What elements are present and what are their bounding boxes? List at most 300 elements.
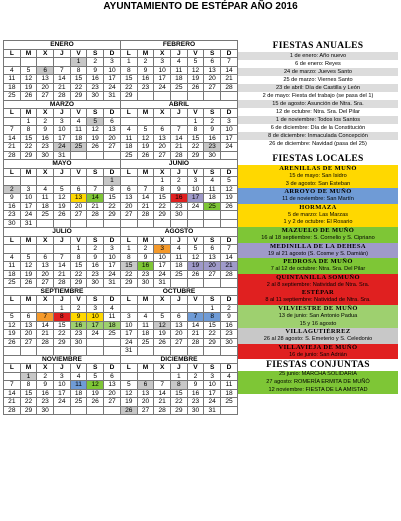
day-cell: 4 <box>171 245 188 254</box>
day-cell: 26 <box>187 270 204 279</box>
day-cell: 4 <box>104 304 121 313</box>
day-cell: 1 <box>54 304 71 313</box>
day-header: J <box>54 109 71 118</box>
day-cell: 2 <box>37 117 54 126</box>
day-cell: 23 <box>187 398 204 407</box>
day-cell: 3 <box>20 185 37 194</box>
day-cell: 5 <box>187 245 204 254</box>
day-cell: 24 <box>104 83 121 92</box>
localidad-name: VILLAVIEJA DE MUÑÓ <box>278 343 358 351</box>
day-cell: 25 <box>104 330 121 339</box>
day-cell: 4 <box>137 313 154 322</box>
day-cell <box>187 304 204 313</box>
day-cell: 20 <box>37 83 54 92</box>
day-header: J <box>54 168 71 177</box>
day-cell <box>87 406 104 415</box>
day-cell <box>37 304 54 313</box>
day-cell: 26 <box>137 151 154 160</box>
day-cell: 21 <box>154 398 171 407</box>
day-cell <box>204 211 221 220</box>
day-cell: 30 <box>4 219 21 228</box>
day-cell <box>187 219 204 228</box>
day-cell: 14 <box>54 75 71 84</box>
day-cell: 16 <box>204 134 221 143</box>
day-cell <box>120 304 137 313</box>
day-cell: 21 <box>171 143 188 152</box>
day-header: M <box>137 296 154 305</box>
day-cell <box>104 338 121 347</box>
day-cell: 22 <box>54 330 71 339</box>
day-cell: 10 <box>154 253 171 262</box>
day-cell: 27 <box>204 270 221 279</box>
day-header: V <box>187 296 204 305</box>
day-cell: 30 <box>187 406 204 415</box>
day-cell <box>20 304 37 313</box>
day-cell: 22 <box>70 83 87 92</box>
day-cell: 17 <box>120 330 137 339</box>
day-cell: 31 <box>20 219 37 228</box>
day-cell: 24 <box>187 202 204 211</box>
day-cell: 6 <box>104 372 121 381</box>
day-header: X <box>37 168 54 177</box>
day-cell: 21 <box>54 83 71 92</box>
day-cell: 14 <box>221 253 238 262</box>
day-cell: 22 <box>204 330 221 339</box>
day-cell: 27 <box>20 338 37 347</box>
day-cell: 31 <box>204 406 221 415</box>
day-header: L <box>120 364 137 373</box>
month-name: MAYO <box>4 160 121 169</box>
day-cell: 25 <box>37 211 54 220</box>
localidad-date: 16 de junio: San Adrián <box>289 351 347 358</box>
day-header: V <box>187 49 204 58</box>
day-cell: 26 <box>87 398 104 407</box>
day-cell: 12 <box>87 126 104 135</box>
day-cell: 3 <box>104 58 121 67</box>
day-cell: 29 <box>104 211 121 220</box>
day-cell: 26 <box>120 406 137 415</box>
day-cell: 21 <box>37 330 54 339</box>
day-header: S <box>87 109 104 118</box>
day-cell: 7 <box>137 185 154 194</box>
day-cell: 2 <box>37 372 54 381</box>
day-cell <box>221 347 238 356</box>
day-header: V <box>187 109 204 118</box>
month-name: JUNIO <box>120 160 237 169</box>
day-header: X <box>154 109 171 118</box>
day-cell: 30 <box>137 279 154 288</box>
day-header: D <box>104 296 121 305</box>
conjunta-item: 12 noviembre: FIESTA DE LA AMISTAD <box>268 386 368 393</box>
day-cell: 6 <box>120 185 137 194</box>
day-cell: 3 <box>204 372 221 381</box>
day-cell: 13 <box>154 134 171 143</box>
day-cell: 28 <box>187 338 204 347</box>
day-header: V <box>70 364 87 373</box>
day-cell: 10 <box>54 126 71 135</box>
day-cell: 19 <box>4 330 21 339</box>
day-cell: 9 <box>87 66 104 75</box>
day-cell: 5 <box>87 117 104 126</box>
day-cell: 9 <box>221 313 238 322</box>
day-cell <box>171 279 188 288</box>
day-cell: 2 <box>70 304 87 313</box>
day-cell: 16 <box>87 262 104 271</box>
day-header: J <box>171 296 188 305</box>
day-cell: 15 <box>154 194 171 203</box>
day-cell: 30 <box>87 92 104 101</box>
day-cell: 20 <box>20 330 37 339</box>
day-cell: 2 <box>221 304 238 313</box>
day-header: D <box>104 49 121 58</box>
day-cell: 30 <box>204 151 221 160</box>
day-header: X <box>37 364 54 373</box>
day-cell: 14 <box>37 321 54 330</box>
day-cell: 19 <box>87 389 104 398</box>
conjunta-item: 25 junio: MARCHA SOLIDARIA <box>278 371 358 378</box>
day-cell: 21 <box>54 270 71 279</box>
day-cell: 15 <box>187 134 204 143</box>
day-cell: 29 <box>120 92 137 101</box>
day-cell <box>37 347 54 356</box>
day-cell: 17 <box>54 134 71 143</box>
day-cell: 26 <box>187 83 204 92</box>
day-cell: 26 <box>20 92 37 101</box>
day-cell <box>187 347 204 356</box>
day-cell: 19 <box>187 262 204 271</box>
day-cell: 8 <box>154 185 171 194</box>
day-header: S <box>204 296 221 305</box>
day-header: J <box>171 168 188 177</box>
day-cell <box>4 304 21 313</box>
day-cell: 28 <box>54 279 71 288</box>
day-cell: 5 <box>120 381 137 390</box>
day-cell: 4 <box>4 253 21 262</box>
day-cell <box>54 347 71 356</box>
day-cell: 4 <box>120 126 137 135</box>
fiesta-anual-item: 26 de diciembre: Navidad (pasa del 25) <box>238 140 398 148</box>
day-cell: 15 <box>70 262 87 271</box>
day-cell: 28 <box>221 270 238 279</box>
localidad-block <box>238 305 398 328</box>
day-cell <box>4 372 21 381</box>
day-cell: 14 <box>221 66 238 75</box>
day-cell: 12 <box>137 134 154 143</box>
day-cell <box>4 177 21 186</box>
day-cell: 9 <box>37 126 54 135</box>
day-cell: 22 <box>104 202 121 211</box>
day-header: M <box>20 236 37 245</box>
day-cell: 5 <box>187 58 204 67</box>
day-header: S <box>87 364 104 373</box>
day-cell: 1 <box>120 245 137 254</box>
day-header: X <box>154 168 171 177</box>
day-header: D <box>221 236 238 245</box>
day-cell <box>104 151 121 160</box>
day-cell <box>137 177 154 186</box>
fiestas-conjuntas-heading: FIESTAS CONJUNTAS <box>266 360 370 371</box>
localidad-date: 13 de junio: San Antonio Padua <box>278 312 358 319</box>
localidad-date: 3 de agosto: San Esteban <box>285 180 351 187</box>
day-cell <box>154 304 171 313</box>
day-header: J <box>171 109 188 118</box>
day-header: L <box>120 49 137 58</box>
day-header: M <box>20 49 37 58</box>
day-cell: 18 <box>120 143 137 152</box>
day-cell: 13 <box>104 126 121 135</box>
day-cell <box>171 92 188 101</box>
day-cell: 25 <box>70 143 87 152</box>
day-cell: 1 <box>70 245 87 254</box>
day-cell: 7 <box>4 126 21 135</box>
day-header: L <box>4 364 21 373</box>
day-cell: 26 <box>20 279 37 288</box>
day-cell <box>54 177 71 186</box>
day-cell <box>54 245 71 254</box>
day-cell <box>87 151 104 160</box>
day-cell: 11 <box>4 262 21 271</box>
day-cell <box>70 406 87 415</box>
day-cell <box>137 117 154 126</box>
day-cell <box>54 406 71 415</box>
day-cell: 25 <box>171 270 188 279</box>
day-cell: 11 <box>221 381 238 390</box>
day-cell: 4 <box>70 117 87 126</box>
day-cell: 25 <box>4 92 21 101</box>
day-cell: 8 <box>104 185 121 194</box>
day-header: D <box>221 109 238 118</box>
day-cell: 3 <box>154 58 171 67</box>
day-cell: 27 <box>204 83 221 92</box>
day-cell <box>154 117 171 126</box>
day-cell: 27 <box>37 279 54 288</box>
day-cell: 17 <box>20 202 37 211</box>
day-cell: 8 <box>204 313 221 322</box>
day-header: L <box>4 109 21 118</box>
day-cell: 28 <box>221 83 238 92</box>
day-cell: 8 <box>120 66 137 75</box>
day-cell <box>70 219 87 228</box>
day-cell: 19 <box>87 134 104 143</box>
day-cell: 17 <box>221 134 238 143</box>
day-cell: 25 <box>171 83 188 92</box>
month-name: FEBRERO <box>120 41 237 50</box>
day-cell: 20 <box>171 330 188 339</box>
day-cell: 8 <box>54 313 71 322</box>
day-cell <box>70 347 87 356</box>
day-cell: 13 <box>137 389 154 398</box>
localidad-date: 5 de marzo: Las Marzas <box>287 211 348 218</box>
day-header: D <box>104 236 121 245</box>
day-cell <box>204 347 221 356</box>
day-cell: 16 <box>87 75 104 84</box>
day-cell: 18 <box>171 262 188 271</box>
day-cell: 10 <box>120 321 137 330</box>
day-cell: 22 <box>20 143 37 152</box>
day-header: S <box>204 236 221 245</box>
calendar-grid <box>3 40 238 415</box>
day-cell: 30 <box>171 211 188 220</box>
day-header: L <box>4 236 21 245</box>
day-cell: 27 <box>104 398 121 407</box>
day-header: S <box>204 168 221 177</box>
day-cell: 30 <box>37 406 54 415</box>
fiesta-anual-item: 15 de agosto: Asunción de Ntra. Sra. <box>238 100 398 108</box>
localidad-block <box>238 328 398 344</box>
day-cell: 18 <box>37 202 54 211</box>
day-cell: 17 <box>104 262 121 271</box>
day-cell: 3 <box>154 245 171 254</box>
localidad-date: 16 al 18 septiembre: S. Cornelio y S. Cipriano <box>261 234 375 241</box>
day-cell: 3 <box>54 372 71 381</box>
day-cell: 6 <box>37 253 54 262</box>
day-cell: 27 <box>137 406 154 415</box>
day-cell: 24 <box>120 338 137 347</box>
day-cell <box>221 211 238 220</box>
day-cell <box>20 245 37 254</box>
day-cell <box>4 245 21 254</box>
day-header: V <box>70 168 87 177</box>
day-cell: 19 <box>54 202 71 211</box>
day-cell: 30 <box>221 338 238 347</box>
day-header: S <box>204 109 221 118</box>
day-cell: 26 <box>54 211 71 220</box>
day-cell: 10 <box>187 185 204 194</box>
day-cell <box>204 92 221 101</box>
day-cell: 6 <box>171 313 188 322</box>
day-header: J <box>54 49 71 58</box>
day-cell: 18 <box>221 389 238 398</box>
day-cell: 25 <box>204 202 221 211</box>
day-cell <box>54 58 71 67</box>
day-cell: 5 <box>137 126 154 135</box>
day-cell: 5 <box>87 372 104 381</box>
day-cell: 1 <box>70 58 87 67</box>
day-cell: 17 <box>204 389 221 398</box>
day-cell: 26 <box>4 338 21 347</box>
day-cell <box>137 92 154 101</box>
day-cell: 5 <box>20 253 37 262</box>
day-cell: 22 <box>120 83 137 92</box>
day-cell <box>171 347 188 356</box>
day-cell: 7 <box>54 253 71 262</box>
day-cell: 16 <box>70 321 87 330</box>
day-header: D <box>104 168 121 177</box>
localidad-name: QUINTANILLA SOMUÑÓ <box>276 273 360 281</box>
day-header: X <box>37 109 54 118</box>
month-name: NOVIEMBRE <box>4 355 121 364</box>
day-cell: 18 <box>137 330 154 339</box>
day-cell <box>154 372 171 381</box>
day-cell <box>87 347 104 356</box>
localidad-date: 2 al 8 septiembre: Natividad de Ntra. Sra. <box>266 281 370 288</box>
day-header: X <box>37 296 54 305</box>
day-cell: 8 <box>20 381 37 390</box>
day-cell: 5 <box>154 313 171 322</box>
day-header: V <box>70 236 87 245</box>
localidad-date: 26 al 28 agosto: S. Emeterio y S. Celedonio <box>263 336 373 343</box>
day-cell: 4 <box>221 372 238 381</box>
day-cell <box>171 219 188 228</box>
day-cell: 24 <box>54 398 71 407</box>
day-header: V <box>70 49 87 58</box>
day-cell: 18 <box>171 75 188 84</box>
day-cell: 27 <box>70 211 87 220</box>
day-cell: 13 <box>20 321 37 330</box>
day-cell: 2 <box>4 185 21 194</box>
day-cell <box>187 211 204 220</box>
day-header: J <box>54 236 71 245</box>
day-cell: 8 <box>187 126 204 135</box>
day-cell: 23 <box>137 83 154 92</box>
day-cell: 11 <box>4 75 21 84</box>
fiesta-anual-item: 1 de enero: Año nuevo <box>238 52 398 60</box>
day-cell: 29 <box>20 406 37 415</box>
day-cell <box>37 245 54 254</box>
day-cell: 24 <box>87 330 104 339</box>
day-cell: 21 <box>137 202 154 211</box>
day-cell: 7 <box>37 313 54 322</box>
day-cell: 9 <box>137 253 154 262</box>
day-header: M <box>20 296 37 305</box>
day-cell <box>37 58 54 67</box>
day-cell: 21 <box>87 202 104 211</box>
month-name: MARZO <box>4 100 121 109</box>
day-header: L <box>120 296 137 305</box>
day-cell: 23 <box>37 143 54 152</box>
day-cell: 25 <box>70 398 87 407</box>
day-cell: 11 <box>70 381 87 390</box>
month-name: ABRIL <box>120 100 237 109</box>
fiesta-anual-item: 2 de mayo: Fiesta del trabajo (se pasa del 1) <box>238 92 398 100</box>
day-cell: 9 <box>204 126 221 135</box>
day-header: J <box>171 236 188 245</box>
day-cell <box>120 177 137 186</box>
day-cell: 7 <box>87 185 104 194</box>
day-cell: 10 <box>104 66 121 75</box>
day-header: D <box>221 49 238 58</box>
day-cell: 7 <box>171 126 188 135</box>
day-cell <box>154 219 171 228</box>
day-cell: 8 <box>171 381 188 390</box>
day-cell: 28 <box>37 338 54 347</box>
day-cell: 5 <box>4 313 21 322</box>
day-header: L <box>120 168 137 177</box>
day-cell: 11 <box>171 253 188 262</box>
day-cell: 28 <box>154 406 171 415</box>
localidad-block <box>238 243 398 259</box>
day-cell: 1 <box>187 117 204 126</box>
day-cell <box>120 372 137 381</box>
day-header: M <box>137 236 154 245</box>
day-cell: 28 <box>137 211 154 220</box>
day-cell: 22 <box>187 143 204 152</box>
day-cell: 17 <box>187 194 204 203</box>
day-cell: 30 <box>70 338 87 347</box>
day-cell: 18 <box>4 270 21 279</box>
day-header: S <box>87 168 104 177</box>
day-cell: 11 <box>37 194 54 203</box>
day-cell: 18 <box>204 194 221 203</box>
day-cell: 22 <box>20 398 37 407</box>
day-cell: 23 <box>87 83 104 92</box>
day-cell <box>104 219 121 228</box>
day-cell: 2 <box>87 245 104 254</box>
day-cell: 8 <box>70 253 87 262</box>
day-cell <box>37 177 54 186</box>
day-cell: 27 <box>104 143 121 152</box>
day-cell: 20 <box>137 398 154 407</box>
